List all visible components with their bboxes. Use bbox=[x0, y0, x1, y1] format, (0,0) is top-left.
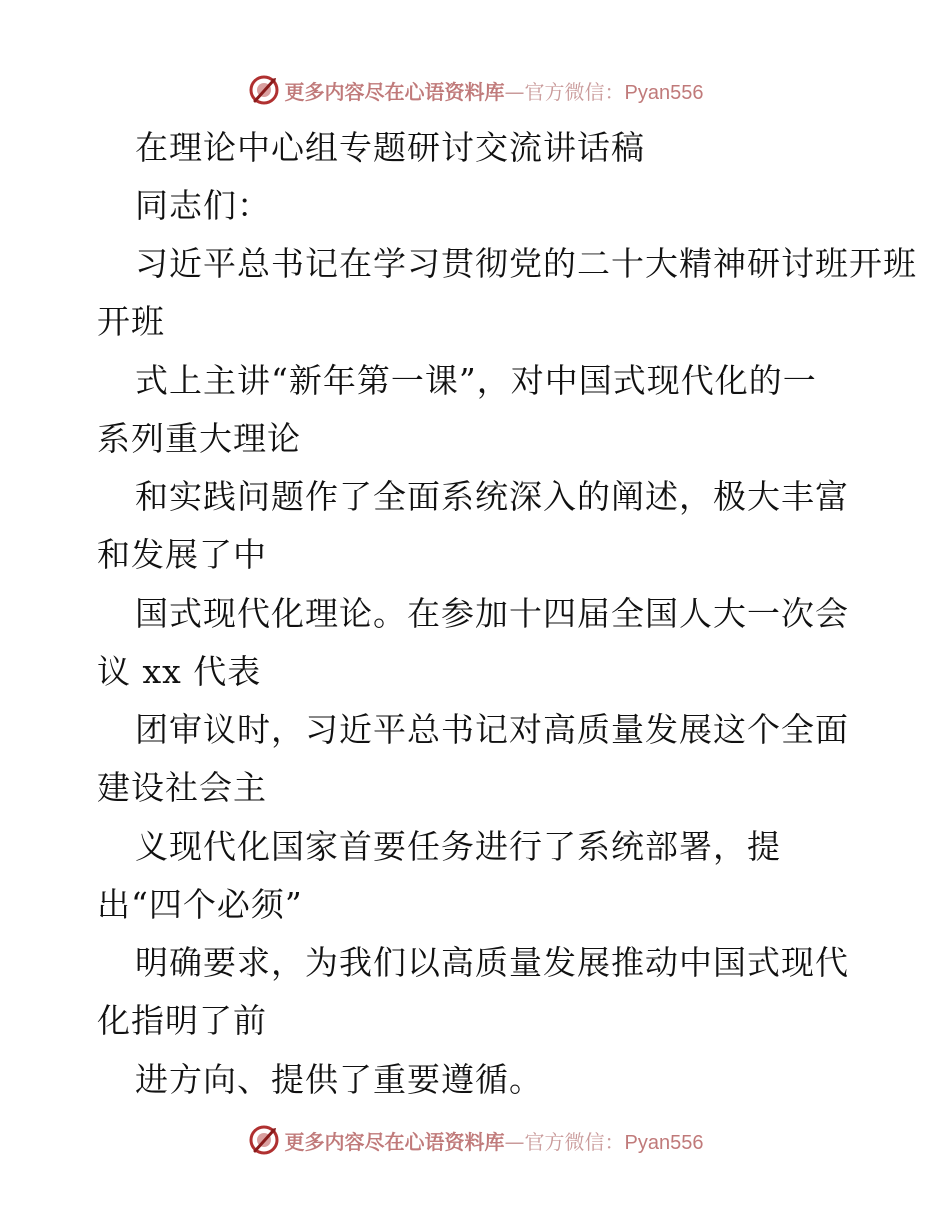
watermark-separator: — bbox=[504, 1129, 525, 1154]
text-line: 开班 bbox=[97, 302, 165, 341]
text-line: 明确要求，为我们以高质量发展推动中国式现代 bbox=[135, 943, 849, 982]
text-line: 和实践问题作了全面系统深入的阐述，极大丰富 bbox=[135, 477, 849, 516]
watermark-brand: 更多内容尽在心语资料库 bbox=[284, 1129, 505, 1154]
text-line: 系列重大理论 bbox=[97, 419, 301, 458]
watermark-brand: 更多内容尽在心语资料库 bbox=[284, 79, 505, 104]
text-line: 议 xx 代表 bbox=[97, 652, 262, 691]
pen-logo-icon bbox=[247, 73, 281, 107]
watermark-id: Pyan556 bbox=[624, 81, 704, 104]
header-watermark bbox=[0, 70, 950, 110]
pen-logo-icon bbox=[247, 1123, 281, 1157]
salutation: 同志们： bbox=[135, 186, 271, 225]
text-line: 义现代化国家首要任务进行了系统部署，提 bbox=[135, 827, 781, 866]
text-line: 习近平总书记在学习贯彻党的二十大精神研讨班开班 bbox=[135, 244, 917, 283]
text-line: 出“四个必须” bbox=[97, 885, 303, 924]
watermark-separator: — bbox=[504, 79, 525, 104]
text-line: 和发展了中 bbox=[97, 535, 267, 574]
text-line: 进方向、提供了重要遵循。 bbox=[135, 1060, 543, 1099]
watermark-suffix: 官方微信： bbox=[524, 79, 625, 104]
text-line: 化指明了前 bbox=[97, 1001, 267, 1040]
watermark-suffix: 官方微信： bbox=[524, 1129, 625, 1154]
text-line: 团审议时，习近平总书记对高质量发展这个全面 bbox=[135, 710, 849, 749]
watermark-id: Pyan556 bbox=[624, 1131, 704, 1154]
text-line: 建设社会主 bbox=[97, 768, 267, 807]
document-title: 在理论中心组专题研讨交流讲话稿 bbox=[135, 128, 645, 167]
text-line: 式上主讲“新年第一课”，对中国式现代化的一 bbox=[135, 361, 817, 400]
text-line: 国式现代化理论。在参加十四届全国人大一次会 bbox=[135, 594, 849, 633]
watermark-text bbox=[285, 76, 704, 105]
watermark-text bbox=[285, 1126, 704, 1155]
footer-watermark bbox=[0, 1120, 950, 1160]
